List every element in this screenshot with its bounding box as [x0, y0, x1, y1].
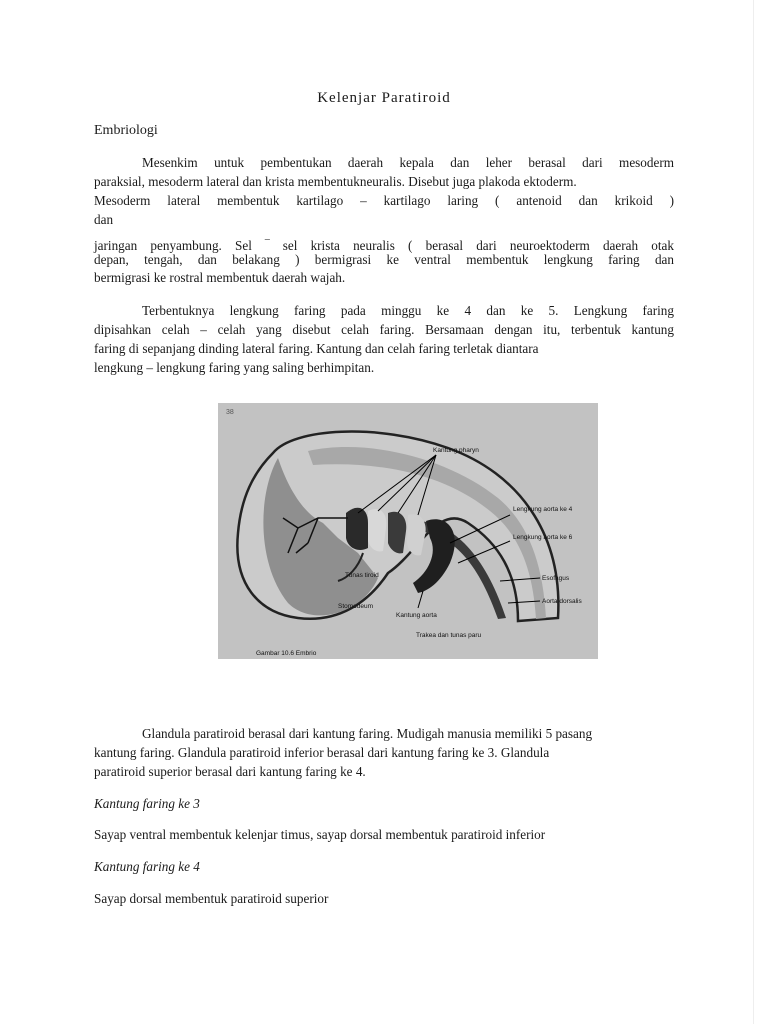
- paragraph-line: Glandula paratiroid berasal dari kantung faring. Mudigah manusia memiliki 5 pasang: [142, 726, 593, 741]
- label-esofagus: Esofagus: [542, 575, 570, 582]
- figure-caption: Gambar 10.6 Embrio: [256, 650, 317, 657]
- paragraph-glandula: [94, 724, 674, 781]
- paragraph-line: depan, tengah, dan belakang ) bermigrasi ke ventral membentuk lengkung faring dan: [94, 252, 674, 267]
- embryo-diagram-figure: [218, 403, 598, 659]
- paragraph-line: Terbentuknya lengkung faring pada minggu ke 4 dan ke 5. Lengkung faring: [142, 303, 674, 318]
- paragraph-line: paraksial, mesoderm lateral dan krista membentukneuralis. Disebut juga plakoda ektoderm.: [94, 174, 577, 189]
- subheading-kantung-4: Kantung faring ke 4: [94, 859, 200, 874]
- document-title: Kelenjar Paratiroid: [317, 90, 451, 106]
- paragraph-line: dan: [94, 212, 114, 227]
- paragraph-line: dipisahkan celah – celah yang disebut celah faring. Bersamaan dengan itu, terbentuk kantung: [94, 322, 674, 337]
- label-tunas-tiroid: Tunas tiroid: [345, 572, 379, 579]
- label-trakea: Trakea dan tunas paru: [416, 632, 482, 639]
- paragraph-line: bermigrasi ke rostral membentuk daerah wajah.: [94, 270, 346, 285]
- paragraph-line: lengkung – lengkung faring yang saling berhimpitan.: [94, 360, 375, 375]
- figure-number-label: 38: [226, 409, 234, 416]
- paragraph-lengkung-faring: [94, 301, 674, 377]
- embryo-diagram: [218, 403, 598, 659]
- paragraph-line: Mesenkim untuk pembentukan daerah kepala dan leher berasal dari mesoderm: [142, 155, 674, 170]
- text-kantung-3: Sayap ventral membentuk kelenjar timus, sayap dorsal membentuk paratiroid inferior: [94, 827, 546, 842]
- text-kantung-4: Sayap dorsal membentuk paratiroid superior: [94, 891, 329, 906]
- label-stomodeum: Stomodeum: [338, 603, 374, 610]
- label-kantung-aorta: Kantung aorta: [396, 612, 437, 619]
- label-lengkung-aorta-4: Lengkung aorta ke 4: [513, 506, 573, 513]
- paragraph-line: kantung faring. Glandula paratiroid inferior berasal dari kantung faring ke 3. Glandula: [94, 745, 550, 760]
- pharyngeal-arch: [346, 508, 368, 550]
- label-kantung-pharyn: Kantung pharyn: [433, 447, 479, 454]
- paragraph-line: Mesoderm lateral membentuk kartilago – kartilago laring ( antenoid dan krikoid ): [94, 193, 674, 208]
- pharyngeal-arch: [368, 509, 386, 551]
- paragraph-line: paratiroid superior berasal dari kantung faring ke 4.: [94, 764, 366, 779]
- label-aorta-dorsalis: Aorta dorsalis: [542, 598, 582, 605]
- section-heading: Embriologi: [94, 123, 158, 138]
- pharyngeal-arch: [388, 512, 406, 554]
- paragraph-jaringan: [94, 239, 674, 285]
- paragraph-line: jaringan penyambung. Sel ‾ sel krista neuralis ( berasal dari neuroektoderm daerah otak: [94, 238, 674, 253]
- subheading-kantung-3: Kantung faring ke 3: [94, 796, 200, 811]
- paragraph-mesenkim: [94, 153, 674, 229]
- paragraph-line: faring di sepanjang dinding lateral faring. Kantung dan celah faring terletak diantara: [94, 341, 539, 356]
- label-lengkung-aorta-6: Lengkung aorta ke 6: [513, 534, 573, 541]
- page-edge: [753, 0, 754, 1024]
